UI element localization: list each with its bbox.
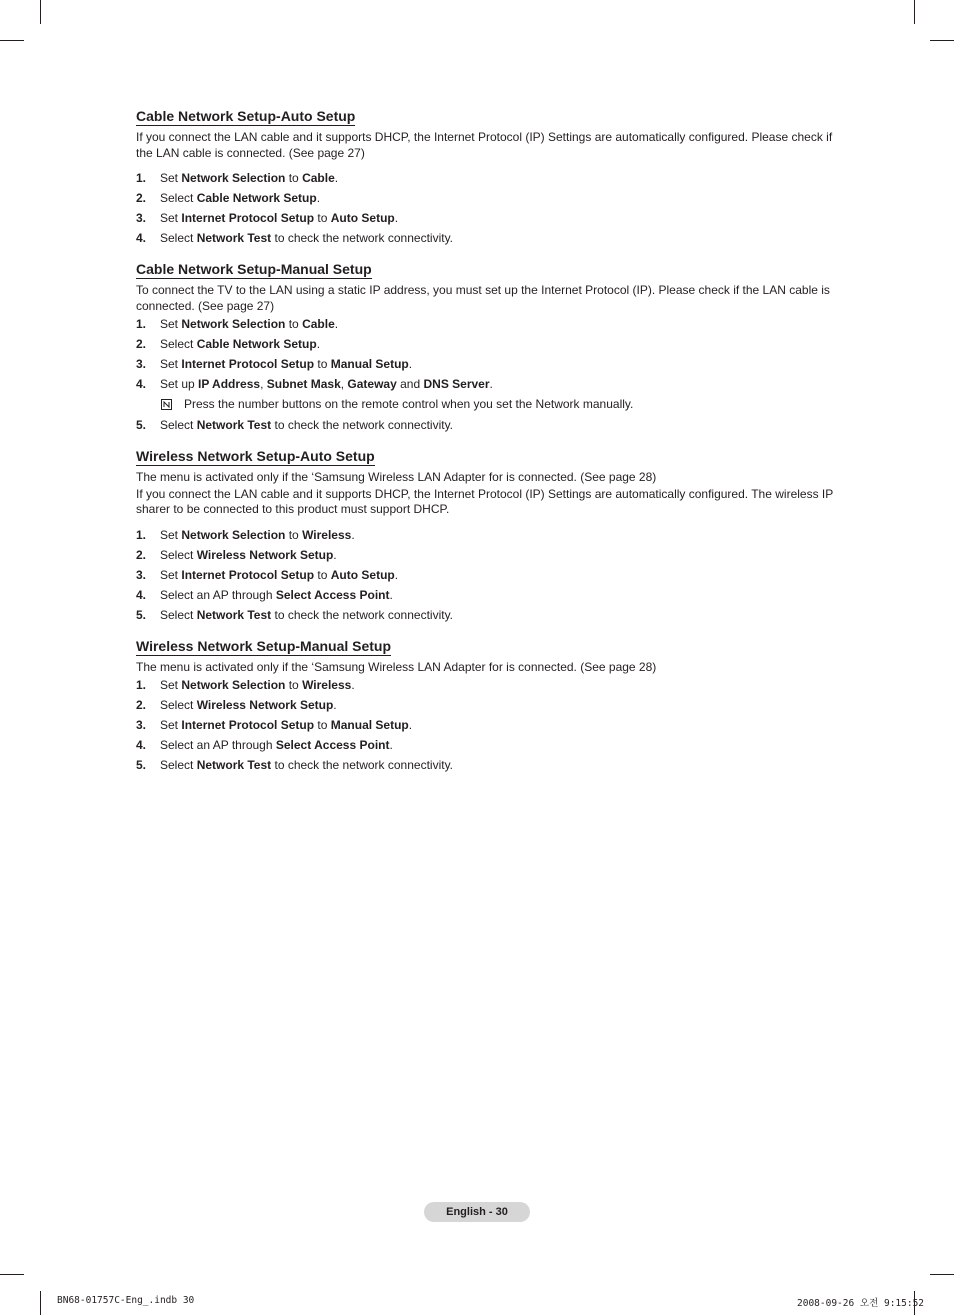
step-text: .	[489, 377, 493, 391]
print-slug-right: 2008-09-26 오전 9:15:52	[797, 1298, 925, 1309]
step-term: IP Address	[198, 377, 261, 391]
step-item	[136, 168, 844, 188]
section-paragraph: If you connect the LAN cable and it supports DHCP, the Internet Protocol (IP) Settings are automatically configured. The wireless IP sharer to be connected to this product must support DHCP.	[136, 486, 834, 516]
step-text: to	[314, 718, 331, 732]
crop-mark	[40, 0, 41, 24]
step-term: Select Access Point	[275, 738, 390, 752]
step-text: and	[396, 377, 424, 391]
step-text: .	[408, 357, 413, 371]
step-item	[136, 354, 844, 374]
step-number: 1.	[136, 527, 147, 542]
step-text: Select an AP through	[160, 587, 276, 602]
step-text: Select	[160, 698, 197, 712]
step-term: Cable Network Setup	[196, 337, 317, 351]
step-text: Select	[160, 337, 197, 351]
crop-mark	[0, 40, 24, 41]
step-item	[136, 735, 844, 755]
step-number: 5.	[136, 607, 147, 622]
step-number: 1.	[136, 171, 147, 185]
step-text: .	[389, 587, 393, 602]
step-term: Network Selection	[181, 317, 286, 331]
step-text: .	[334, 317, 339, 331]
step-list	[136, 525, 844, 625]
step-item	[136, 755, 844, 775]
step-text: Set	[160, 171, 182, 185]
crop-mark	[930, 40, 954, 41]
step-text: to check the network connectivity.	[271, 758, 454, 772]
step-number: 3.	[136, 211, 147, 225]
step-text: to	[314, 211, 331, 225]
step-text: to	[314, 567, 331, 582]
step-term: Wireless Network Setup	[196, 547, 334, 562]
step-item	[136, 585, 844, 605]
step-term: Cable Network Setup	[196, 191, 317, 205]
step-number: 4.	[136, 231, 147, 245]
step-item	[136, 228, 844, 248]
section	[136, 261, 844, 435]
section	[136, 448, 844, 625]
section-heading: Cable Network Setup-Auto Setup	[136, 108, 356, 124]
step-term: Cable	[302, 171, 335, 185]
step-item	[136, 188, 844, 208]
step-text: .	[333, 547, 337, 562]
step-text: .	[316, 191, 321, 205]
step-item	[136, 695, 844, 715]
step-text: Set	[160, 211, 182, 225]
step-term: Auto Setup	[330, 567, 395, 582]
step-term: Manual Setup	[330, 357, 409, 371]
step-item	[136, 545, 844, 565]
step-text: to check the network connectivity.	[271, 607, 454, 622]
step-term: Wireless	[302, 678, 352, 692]
step-text: Set up	[160, 377, 199, 391]
step-text: .	[389, 738, 393, 752]
step-item	[136, 314, 844, 334]
step-list	[136, 675, 844, 775]
step-number: 2.	[136, 191, 147, 205]
step-number: 4.	[136, 738, 147, 752]
step-term: Internet Protocol Setup	[181, 211, 315, 225]
step-text: Select an AP through	[160, 738, 276, 752]
section-paragraph: The menu is activated only if the ‘Samsung Wireless LAN Adapter for is connected. (See page 28)	[136, 470, 657, 484]
step-text: .	[408, 718, 413, 732]
section-heading: Wireless Network Setup-Manual Setup	[136, 637, 392, 654]
section-paragraph: If you connect the LAN cable and it supports DHCP, the Internet Protocol (IP) Settings are automatically configured. Please check if the LAN cable is connected. (See page 27)	[136, 130, 833, 160]
step-text: Select	[160, 758, 197, 772]
step-item	[136, 605, 844, 625]
step-text: to	[285, 171, 303, 185]
print-slug-left: BN68-01757C-Eng_.indb 30	[57, 1295, 195, 1306]
step-number: 5.	[136, 758, 147, 772]
step-term: Subnet Mask	[266, 377, 341, 391]
section-paragraph: The menu is activated only if the ‘Samsung Wireless LAN Adapter for is connected. (See page 28)	[136, 659, 657, 674]
step-number: 4.	[136, 377, 147, 391]
section	[136, 108, 844, 248]
step-term: Internet Protocol Setup	[181, 567, 315, 582]
step-term: Network Selection	[181, 527, 286, 542]
crop-mark	[40, 1291, 41, 1315]
step-term: Network Test	[196, 758, 272, 772]
step-text: to	[285, 317, 303, 331]
step-list	[136, 314, 844, 435]
step-number: 1.	[136, 678, 147, 692]
step-number: 2.	[136, 698, 147, 712]
step-text: .	[394, 567, 399, 582]
step-item	[136, 565, 844, 585]
step-item	[136, 334, 844, 354]
step-term: Network Selection	[181, 171, 286, 185]
step-number: 2.	[136, 547, 147, 562]
step-text: Select	[160, 607, 197, 622]
step-text: to	[285, 527, 303, 542]
step-number: 3.	[136, 718, 147, 732]
step-text: .	[394, 211, 399, 225]
step-text: Select	[160, 231, 197, 245]
step-term: Auto Setup	[330, 211, 395, 225]
step-term: Wireless Network Setup	[196, 698, 334, 712]
step-text: ,	[340, 377, 348, 391]
step-term: Manual Setup	[330, 718, 409, 732]
step-term: Gateway	[347, 377, 397, 391]
step-term: Select Access Point	[275, 587, 390, 602]
step-text: Select	[160, 547, 197, 562]
step-item	[136, 525, 844, 545]
step-text: to check the network connectivity.	[271, 418, 454, 432]
note-text: Press the number buttons on the remote control when you set the Network manually.	[184, 397, 634, 411]
step-text: .	[316, 337, 321, 351]
step-list	[136, 168, 844, 248]
step-term: Network Selection	[181, 678, 286, 692]
note-icon	[161, 399, 172, 410]
step-text: Set	[160, 357, 182, 371]
step-term: Internet Protocol Setup	[181, 718, 315, 732]
step-term: Network Test	[196, 607, 272, 622]
step-term: Network Test	[196, 231, 272, 245]
step-item	[136, 208, 844, 228]
step-text: .	[334, 171, 339, 185]
step-number: 5.	[136, 418, 147, 432]
step-item	[136, 675, 844, 695]
step-text: to	[285, 678, 303, 692]
step-number: 3.	[136, 567, 147, 582]
step-text: to	[314, 357, 331, 371]
step-text: Set	[160, 678, 182, 692]
step-note	[136, 394, 844, 415]
step-number: 4.	[136, 587, 147, 602]
step-text: .	[351, 527, 355, 542]
section-paragraph: To connect the TV to the LAN using a static IP address, you must set up the Internet Protocol (IP). Please check if the LAN cable is connected. (See page 27)	[136, 283, 830, 313]
step-text: to check the network connectivity.	[271, 231, 454, 245]
step-item	[136, 715, 844, 735]
step-term: Network Test	[196, 418, 272, 432]
step-item	[136, 415, 844, 435]
step-text: Select	[160, 418, 197, 432]
step-text: Set	[160, 317, 182, 331]
section-heading: Cable Network Setup-Manual Setup	[136, 261, 372, 277]
step-text: Set	[160, 527, 182, 542]
step-text: .	[333, 698, 337, 712]
step-text: ,	[260, 377, 267, 391]
step-term: Cable	[302, 317, 335, 331]
step-text: Select	[160, 191, 197, 205]
section-heading: Wireless Network Setup-Auto Setup	[136, 448, 375, 464]
page-number-badge: English - 30	[424, 1202, 530, 1222]
step-text: .	[351, 678, 355, 692]
step-term: Wireless	[302, 527, 352, 542]
step-item	[136, 374, 844, 394]
step-text: Set	[160, 718, 182, 732]
step-number: 3.	[136, 357, 147, 371]
step-term: Internet Protocol Setup	[181, 357, 315, 371]
crop-mark	[930, 1274, 954, 1275]
crop-mark	[0, 1274, 24, 1275]
step-number: 2.	[136, 337, 147, 351]
step-term: DNS Server	[423, 377, 490, 391]
crop-mark	[914, 0, 915, 24]
manual-content	[136, 108, 844, 788]
section	[136, 638, 844, 776]
step-text: Set	[160, 567, 182, 582]
step-number: 1.	[136, 317, 147, 331]
